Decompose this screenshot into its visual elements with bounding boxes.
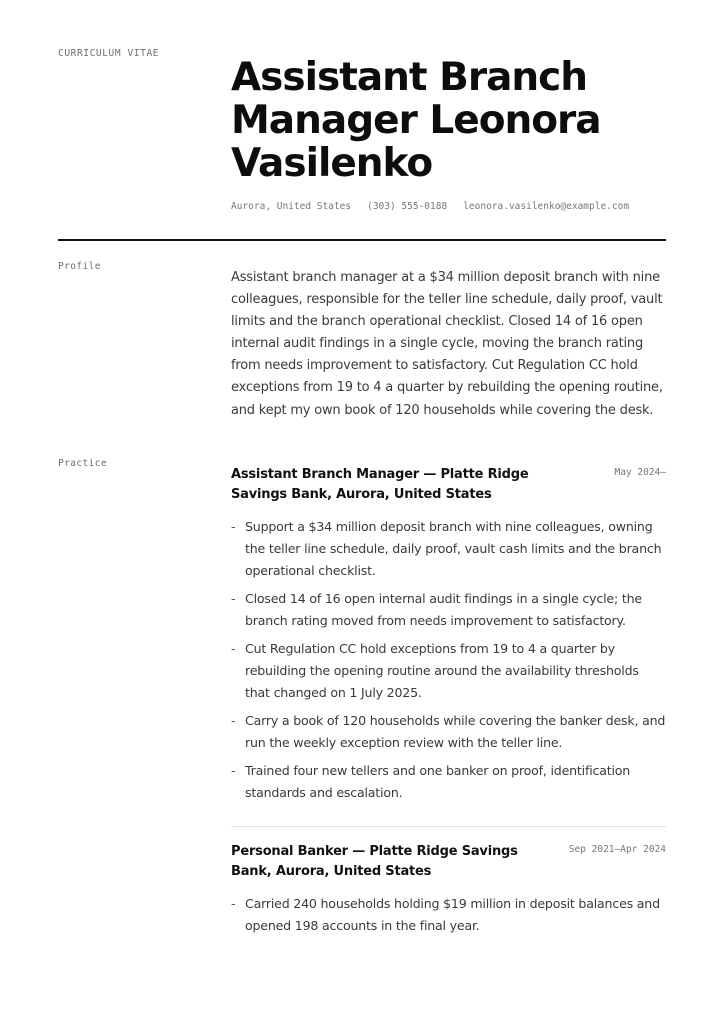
phone-text: (303) 555-0188 (367, 201, 448, 212)
bullet-text: Closed 14 of 16 open internal audit findings in a single cycle; the branch rating moved from needs improvement to satisfactory. (245, 591, 642, 628)
page-title: Assistant Branch Manager Leonora Vasilenko (231, 55, 601, 186)
document-eyebrow: CURRICULUM VITAE (58, 48, 160, 59)
list-item: - Carry a book of 120 households while covering the banker desk, and run the weekly exception review with the teller line. (231, 713, 666, 750)
list-item: - Cut Regulation CC hold exceptions from 19 to 4 a quarter by rebuilding the opening routine around the availability thresholds that changed on 1 July 2025. (231, 641, 639, 700)
job-entry (231, 842, 666, 943)
list-item: - Trained four new tellers and one banker on proof, identification standards and escalation. (231, 763, 631, 800)
contact-line (231, 201, 629, 212)
job-bullets (231, 516, 666, 804)
profile-section-label: Profile (58, 261, 101, 272)
bullet-text: Carry a book of 120 households while covering the banker desk, and run the weekly exception review with the teller line. (245, 713, 666, 750)
profile-text: Assistant branch manager at a $34 million deposit branch with nine colleagues, responsible for the teller line schedule, daily proof, vault limits and the branch operational checklist. Closed 14 of 16 open internal audit findings in a single cycle, moving the branch rating from needs improvement to satisfactory. Cut Regulation CC hold exceptions from 19 to 4 a quarter by rebuilding the opening routine, and kept my own book of 120 households while covering the desk. (231, 270, 663, 418)
job-divider (231, 826, 666, 827)
job-title: Personal Banker — Platte Ridge Savings Bank, Aurora, United States (231, 844, 518, 879)
email-text: leonora.vasilenko@example.com (463, 201, 630, 212)
job-title: Assistant Branch Manager — Platte Ridge Savings Bank, Aurora, United States (231, 467, 529, 502)
bullet-text: Support a $34 million deposit branch with nine colleagues, owning the teller line schedule, daily proof, vault cash limits and the branch operational checklist. (245, 519, 662, 578)
practice-section-label: Practice (58, 458, 107, 469)
bullet-text: Carried 240 households holding $19 million in deposit balances and opened 198 accounts in the final year. (245, 896, 660, 933)
bullet-text: Cut Regulation CC hold exceptions from 19 to 4 a quarter by rebuilding the opening routine around the availability thresholds that changed on 1 July 2025. (245, 641, 639, 700)
job-entry (231, 465, 666, 810)
job-header (231, 842, 666, 882)
location-text: Aurora, United States (231, 201, 352, 212)
job-bullets (231, 893, 666, 937)
list-item: - Support a $34 million deposit branch with nine colleagues, owning the teller line schedule, daily proof, vault cash limits and the branch operational checklist. (231, 519, 662, 578)
header-divider (58, 239, 666, 241)
bullet-text: Trained four new tellers and one banker on proof, identification standards and escalation. (245, 763, 631, 800)
list-item: - Carried 240 households holding $19 million in deposit balances and opened 198 accounts in the final year. (231, 896, 660, 933)
job-dates: May 2024– (614, 467, 666, 478)
job-dates: Sep 2021–Apr 2024 (568, 844, 666, 855)
list-item: - Closed 14 of 16 open internal audit findings in a single cycle; the branch rating moved from needs improvement to satisfactory. (231, 591, 642, 628)
job-header (231, 465, 666, 505)
